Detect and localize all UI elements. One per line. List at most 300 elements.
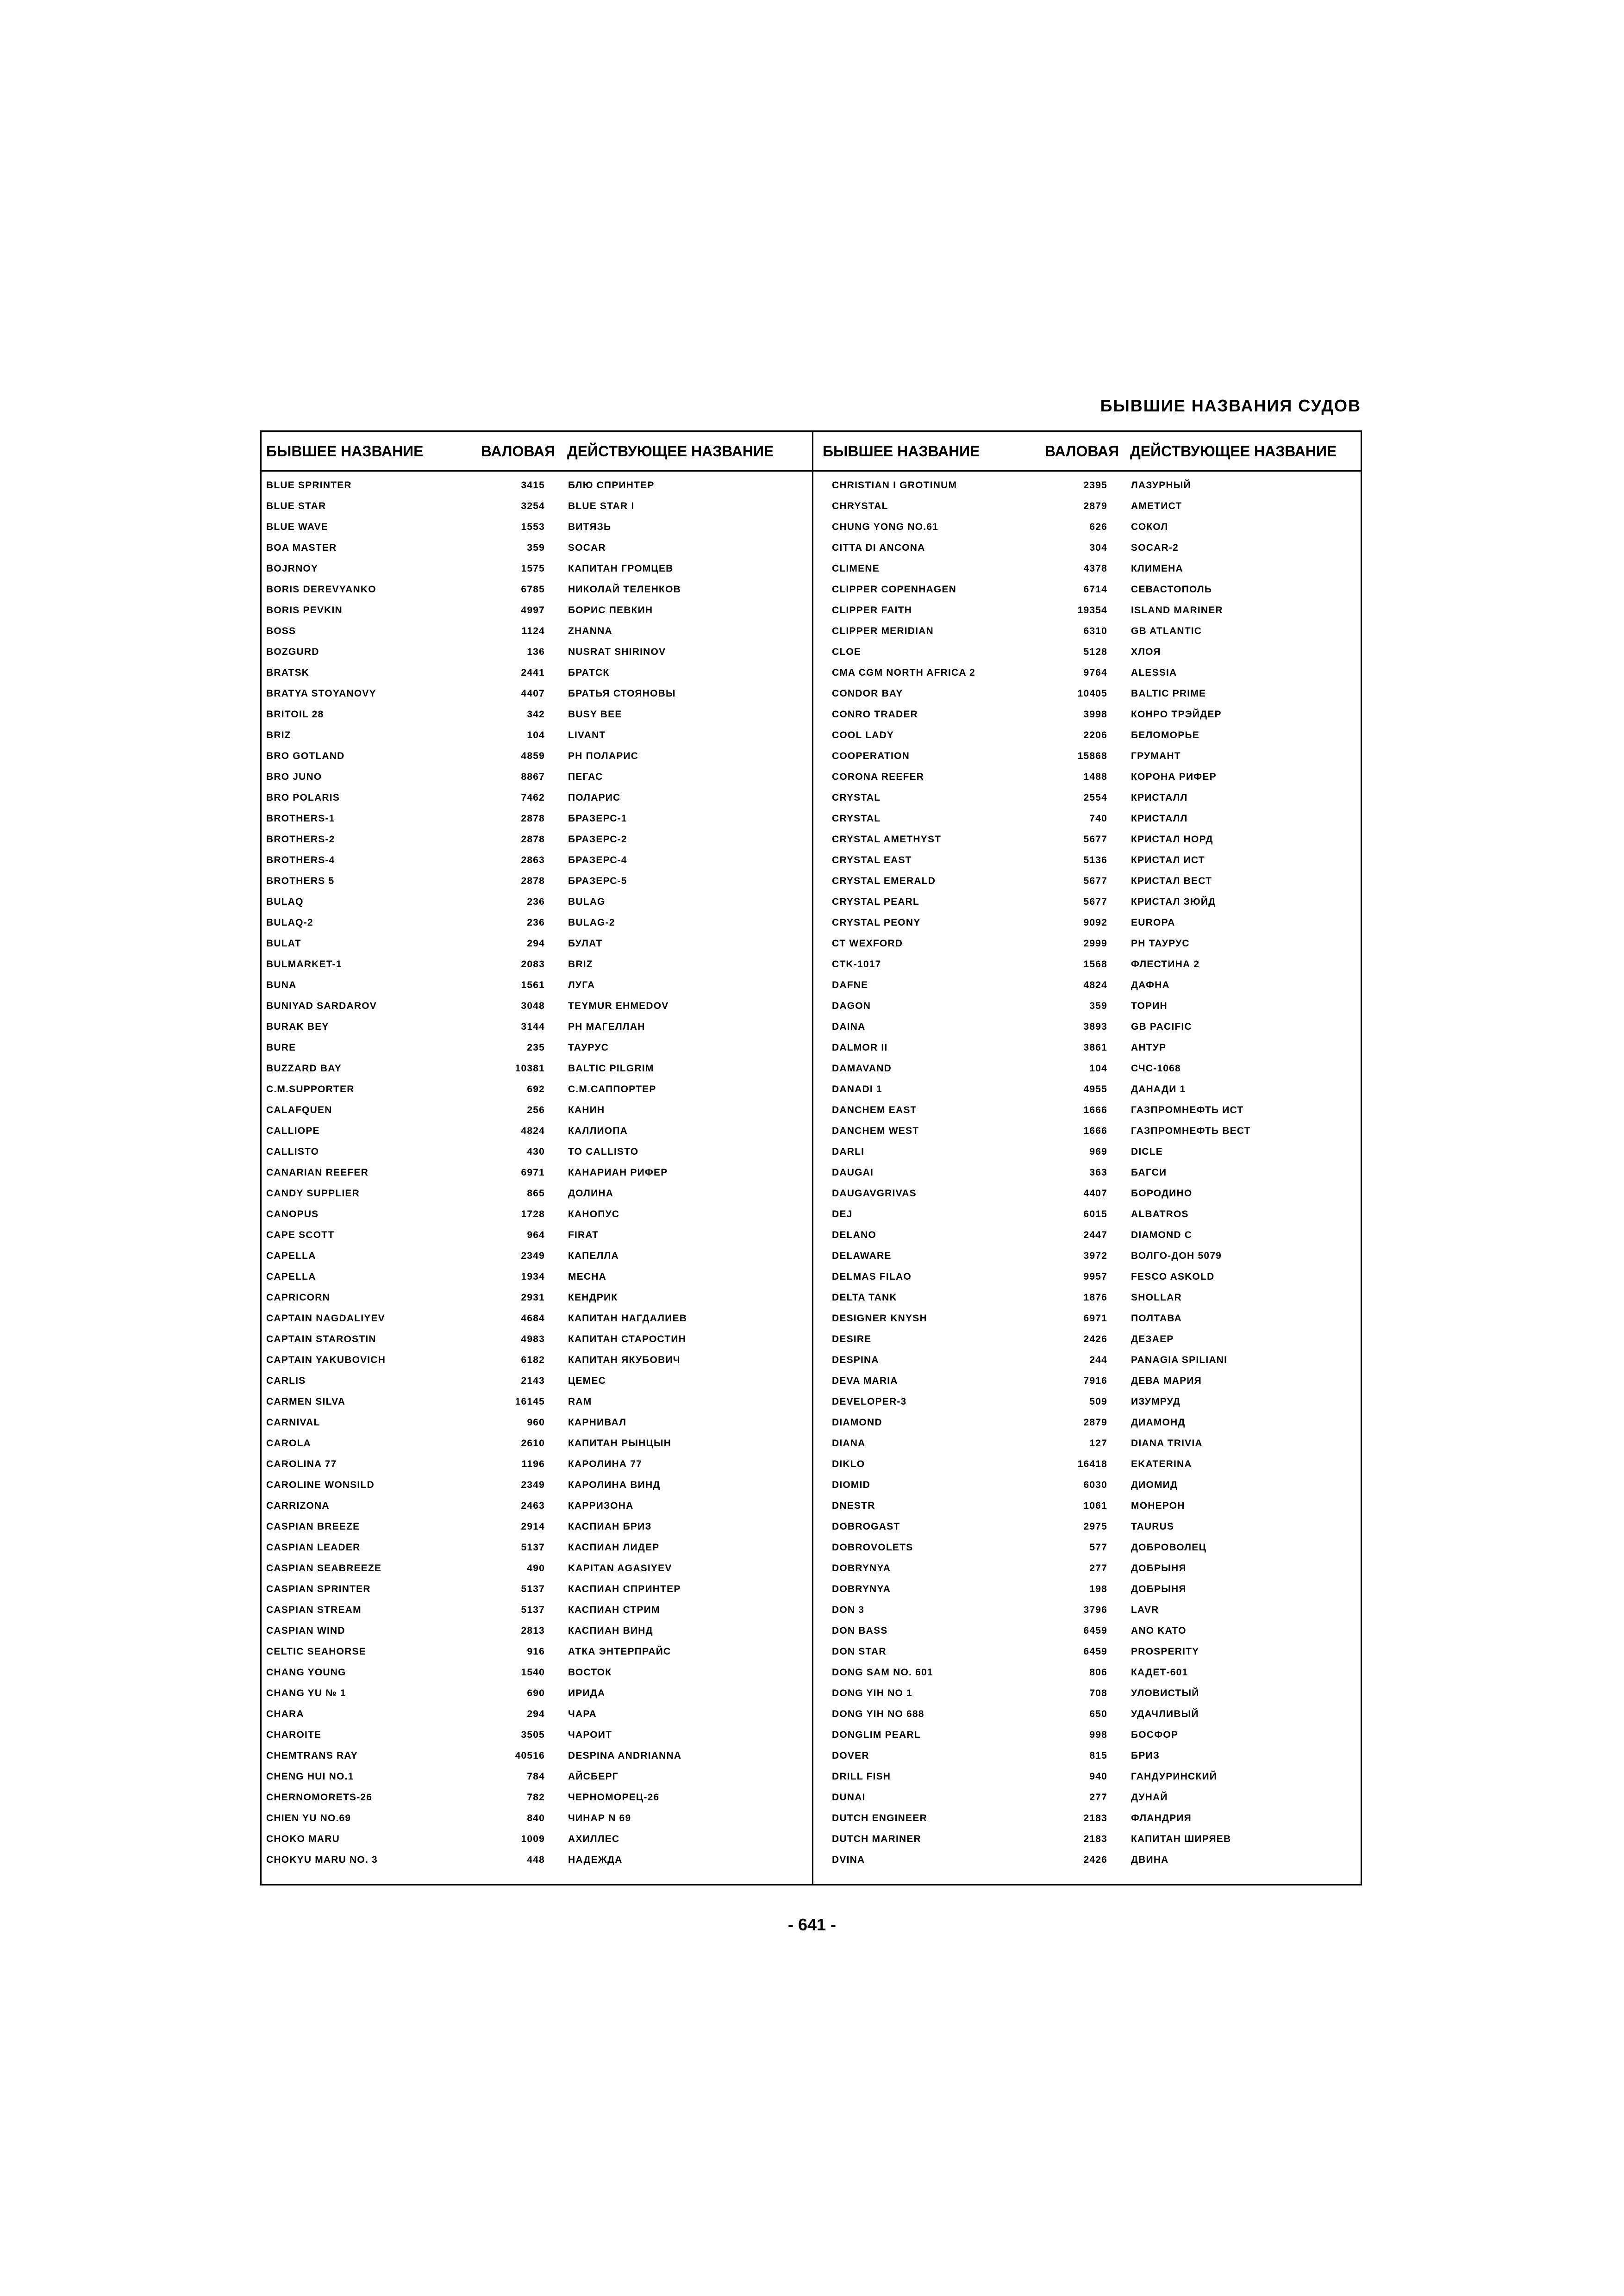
gross-tonnage: 2975 [1083,1521,1107,1532]
table-row [262,1518,811,1538]
table-row [262,1663,811,1684]
current-name: ВОЛГО-ДОН 5079 [1131,1251,1222,1261]
gross-tonnage: 6971 [521,1167,545,1178]
table-row [262,1122,811,1143]
former-name: DESIGNER KNYSH [832,1313,927,1324]
gross-tonnage: 1575 [521,563,545,574]
gross-tonnage: 577 [1089,1542,1107,1553]
former-name: DOBROGAST [832,1521,900,1532]
table-row [813,768,1363,789]
former-name: DANCHEM WEST [832,1126,919,1136]
gross-tonnage: 6459 [1083,1625,1107,1636]
former-name: CAROLINE WONSILD [266,1480,375,1490]
former-name: CTK-1017 [832,959,881,970]
former-name: CANARIAN REEFER [266,1167,369,1178]
gross-tonnage: 3998 [1083,709,1107,720]
table-row [262,1268,811,1288]
current-name: BALTIC PILGRIM [568,1063,654,1074]
former-name: BOA MASTER [266,542,337,553]
former-name: DON BASS [832,1625,888,1636]
former-name: C.M.SUPPORTER [266,1084,355,1095]
table-row [813,1476,1363,1497]
former-name: DOBRYNYA [832,1563,891,1574]
gross-tonnage: 6030 [1083,1480,1107,1490]
current-name: НАДЕЖДА [568,1854,623,1865]
former-name: DONG YIH NO 688 [832,1709,924,1719]
table-row [813,1767,1363,1788]
current-name: ТАУРУС [568,1042,609,1053]
current-name: КАДЕТ-601 [1131,1667,1188,1678]
former-name: DANADI 1 [832,1084,882,1095]
former-name: CLOE [832,647,862,657]
table-row [813,1330,1363,1351]
gross-tonnage: 6015 [1083,1209,1107,1220]
current-name: ДОЛИНА [568,1188,614,1199]
current-name: КАСПИАН ВИНД [568,1625,653,1636]
table-row [813,914,1363,934]
former-name: CMA CGM NORTH AFRICA 2 [832,667,975,678]
gross-tonnage: 7462 [521,792,545,803]
current-name: SOCAR [568,542,606,553]
current-name: FESCO ASKOLD [1131,1271,1215,1282]
former-name: DIKLO [832,1459,865,1469]
table-row [813,872,1363,893]
current-name: BULAG-2 [568,917,615,928]
current-name: КАПИТАН СТАРОСТИН [568,1334,687,1344]
table-row [813,518,1363,539]
former-name: DAUGAI [832,1167,874,1178]
table-row [813,1309,1363,1330]
table-row [813,705,1363,726]
current-name: ALBATROS [1131,1209,1189,1220]
table-row [262,830,811,851]
table-row [813,1580,1363,1601]
tonnage-header: ВАЛОВАЯ [1045,443,1119,460]
former-name: BULAQ-2 [266,917,313,928]
current-name: ДУНАЙ [1131,1792,1168,1803]
current-name: ИРИДА [568,1688,606,1699]
current-name: ЦЕМЕС [568,1375,606,1386]
current-name: МЕСНА [568,1271,606,1282]
current-name: КРИСТАЛ ВЕСТ [1131,876,1212,886]
former-name: CAPELLA [266,1271,316,1282]
current-name: ДОБРЫНЯ [1131,1563,1187,1574]
former-name: DESPINA [832,1355,879,1365]
table-row [813,1247,1363,1268]
former-name: BLUE WAVE [266,522,329,532]
former-name: CALLIOPE [266,1126,320,1136]
current-name: BULAG [568,896,606,907]
gross-tonnage: 6459 [1083,1646,1107,1657]
gross-tonnage: 998 [1089,1730,1107,1740]
former-name: CLIPPER COPENHAGEN [832,584,956,595]
former-name: BOZGURD [266,647,319,657]
former-name: BUNIYAD SARDAROV [266,1001,377,1011]
table-row [262,914,811,934]
gross-tonnage: 4378 [1083,563,1107,574]
former-name: DONG YIH NO 1 [832,1688,912,1699]
table-row [262,1101,811,1122]
current-name: ЧАРОИТ [568,1730,612,1740]
gross-tonnage: 690 [527,1688,545,1699]
gross-tonnage: 4997 [521,605,545,616]
gross-tonnage: 2878 [521,813,545,824]
current-name-header: ДЕЙСТВУЮЩЕЕ НАЗВАНИЕ [1130,443,1337,460]
current-name: EUROPA [1131,917,1175,928]
former-name: BUNA [266,980,297,990]
current-name: КАСПИАН СТРИМ [568,1605,660,1615]
current-name: БЛЮ СПРИНТЕР [568,480,655,491]
gross-tonnage: 2349 [521,1480,545,1490]
table-row [813,1393,1363,1413]
gross-tonnage: 490 [527,1563,545,1574]
former-name: BROTHERS-4 [266,855,335,865]
former-name: CLIMENE [832,563,880,574]
former-name: CAPTAIN NAGDALIYEV [266,1313,385,1324]
current-name: КАРРИЗОНА [568,1500,634,1511]
former-name: CRYSTAL PEONY [832,917,921,928]
current-name: КРИСТАЛ ИСТ [1131,855,1205,865]
gross-tonnage: 4983 [521,1334,545,1344]
gross-tonnage: 6971 [1083,1313,1107,1324]
table-row [813,539,1363,560]
gross-tonnage: 7916 [1083,1375,1107,1386]
current-name: ЧИНАР N 69 [568,1813,631,1823]
gross-tonnage: 277 [1089,1792,1107,1803]
current-name: БРИЗ [1131,1750,1160,1761]
current-name: BUSY BEE [568,709,622,720]
gross-tonnage: 2863 [521,855,545,865]
gross-tonnage: 236 [527,917,545,928]
current-name: КАПИТАН ШИРЯЕВ [1131,1834,1231,1844]
current-name: ГРУМАНТ [1131,751,1181,761]
current-name: BLUE STAR I [568,501,635,511]
current-name: КАПИТАН РЫНЦЫН [568,1438,672,1449]
table-row [262,1684,811,1705]
gross-tonnage: 840 [527,1813,545,1823]
table-row [262,1476,811,1497]
current-name: DIANA TRIVIA [1131,1438,1203,1449]
table-row [262,1601,811,1622]
table-row [813,1747,1363,1767]
table-row [262,1143,811,1164]
table-row [262,622,811,643]
former-name: CASPIAN LEADER [266,1542,361,1553]
table-row [262,580,811,601]
former-name: CASPIAN STREAM [266,1605,362,1615]
table-row [262,1830,811,1851]
table-row [262,1643,811,1663]
gross-tonnage: 9092 [1083,917,1107,928]
former-name: CT WEXFORD [832,938,903,949]
former-name: CITTA DI ANCONA [832,542,925,553]
gross-tonnage: 940 [1089,1771,1107,1782]
table-row [813,955,1363,976]
gross-tonnage: 1934 [521,1271,545,1282]
table-row [262,1747,811,1767]
gross-tonnage: 509 [1089,1396,1107,1407]
table-row [813,1851,1363,1872]
current-name: FIRAT [568,1230,599,1240]
gross-tonnage: 5137 [521,1584,545,1594]
table-row [813,997,1363,1018]
table-row [813,643,1363,664]
current-name: DICLE [1131,1146,1163,1157]
gross-tonnage: 294 [527,938,545,949]
table-row [262,601,811,622]
table-row [813,1726,1363,1747]
current-name: ТОРИН [1131,1001,1168,1011]
current-name: LIVANT [568,730,606,740]
former-name: CHRISTIAN I GROTINUM [832,480,957,491]
gross-tonnage: 5137 [521,1542,545,1553]
table-row [262,1580,811,1601]
gross-tonnage: 4684 [521,1313,545,1324]
gross-tonnage: 3048 [521,1001,545,1011]
current-name: КАПИТАН ГРОМЦЕВ [568,563,674,574]
gross-tonnage: 2999 [1083,938,1107,949]
table-row [262,789,811,809]
table-row [262,1309,811,1330]
gross-tonnage: 1666 [1083,1105,1107,1115]
former-name: BULAT [266,938,301,949]
current-name: ФЛАНДРИЯ [1131,1813,1192,1823]
gross-tonnage: 9957 [1083,1271,1107,1282]
table-row [813,893,1363,914]
current-name: АХИЛЛЕС [568,1834,620,1844]
gross-tonnage: 2463 [521,1500,545,1511]
current-name: ИЗУМРУД [1131,1396,1181,1407]
former-name: BRITOIL 28 [266,709,324,720]
current-name: КАРНИВАЛ [568,1417,627,1428]
gross-tonnage: 244 [1089,1355,1107,1365]
gross-tonnage: 40516 [515,1750,545,1761]
table-row [262,747,811,768]
current-name: КАСПИАН СПРИНТЕР [568,1584,681,1594]
former-name: CAROLA [266,1438,312,1449]
table-row [262,1039,811,1059]
current-name: КАНИН [568,1105,605,1115]
gross-tonnage: 865 [527,1188,545,1199]
gross-tonnage: 236 [527,896,545,907]
current-name: ДАФНА [1131,980,1170,990]
gross-tonnage: 6182 [521,1355,545,1365]
current-name: ДОБРЫНЯ [1131,1584,1187,1594]
gross-tonnage: 363 [1089,1167,1107,1178]
gross-tonnage: 916 [527,1646,545,1657]
gross-tonnage: 1009 [521,1834,545,1844]
former-name: BOSS [266,626,296,636]
current-name: ФЛЕСТИНА 2 [1131,959,1200,970]
gross-tonnage: 4407 [521,688,545,699]
table-row [262,1288,811,1309]
gross-tonnage: 964 [527,1230,545,1240]
former-name: DOVER [832,1750,869,1761]
gross-tonnage: 960 [527,1417,545,1428]
page-number: - 641 - [787,1915,837,1934]
former-name: CLIPPER MERIDIAN [832,626,934,636]
gross-tonnage: 1553 [521,522,545,532]
left-table-column [262,432,811,1884]
table-row [262,1205,811,1226]
table-row [262,1705,811,1726]
table-row [262,1226,811,1247]
gross-tonnage: 2813 [521,1625,545,1636]
table-row [262,1393,811,1413]
current-name: RAM [568,1396,592,1407]
table-row [262,1767,811,1788]
table-row [262,1184,811,1205]
current-name: УДАЧЛИВЫЙ [1131,1709,1199,1719]
table-row [813,1018,1363,1039]
former-name: DON 3 [832,1605,865,1615]
gross-tonnage: 15868 [1077,751,1107,761]
table-row [813,1288,1363,1309]
gross-tonnage: 1540 [521,1667,545,1678]
former-name: CAROLINA 77 [266,1459,337,1469]
table-row [813,726,1363,747]
table-row [813,1059,1363,1080]
current-name: DESPINA ANDRIANNA [568,1750,682,1761]
former-name: CAPTAIN STAROSTIN [266,1334,376,1344]
current-name: ЛУГА [568,980,595,990]
gross-tonnage: 198 [1089,1584,1107,1594]
gross-tonnage: 2426 [1083,1854,1107,1865]
current-name: АТКА ЭНТЕРПРАЙС [568,1646,671,1657]
table-row [262,539,811,560]
former-name: CAPTAIN YAKUBOVICH [266,1355,386,1365]
former-name: CRYSTAL EMERALD [832,876,936,886]
table-row [813,601,1363,622]
former-name: CASPIAN WIND [266,1625,345,1636]
gross-tonnage: 782 [527,1792,545,1803]
former-name: BULMARKET-1 [266,959,342,970]
former-name: DELMAS FILAO [832,1271,912,1282]
gross-tonnage: 235 [527,1042,545,1053]
former-name: CRYSTAL [832,792,881,803]
gross-tonnage: 3415 [521,480,545,491]
current-name: КАРОЛИНА ВИНД [568,1480,661,1490]
gross-tonnage: 4955 [1083,1084,1107,1095]
gross-tonnage: 304 [1089,542,1107,553]
table-row [262,1080,811,1101]
current-name: СОКОЛ [1131,522,1168,532]
gross-tonnage: 2183 [1083,1813,1107,1823]
former-name: CHOKYU MARU NO. 3 [266,1854,378,1865]
table-row [262,1018,811,1039]
gross-tonnage: 2083 [521,959,545,970]
gross-tonnage: 2878 [521,876,545,886]
gross-tonnage: 2879 [1083,1417,1107,1428]
gross-tonnage: 5677 [1083,876,1107,886]
current-name: КРИСТАЛ НОРД [1131,834,1213,845]
current-name: БАГСИ [1131,1167,1167,1178]
table-row [813,1538,1363,1559]
former-name: BOJRNOY [266,563,319,574]
gross-tonnage: 9764 [1083,667,1107,678]
table-row [262,768,811,789]
current-name: ДВИНА [1131,1854,1169,1865]
table-row [262,1455,811,1476]
current-name: PROSPERITY [1131,1646,1199,1657]
gross-tonnage: 430 [527,1146,545,1157]
gross-tonnage: 2610 [521,1438,545,1449]
current-name: БРАЗЕРС-5 [568,876,627,886]
former-name: DIAMOND [832,1417,882,1428]
table-row [813,1413,1363,1434]
former-name: DUTCH ENGINEER [832,1813,927,1823]
current-name: ДАНАДИ 1 [1131,1084,1186,1095]
gross-tonnage: 4859 [521,751,545,761]
table-row [262,955,811,976]
former-name: CHOKO MARU [266,1834,340,1844]
current-name: ALESSIA [1131,667,1177,678]
former-name: DELANO [832,1230,876,1240]
table-row [262,476,811,497]
current-name: КЛИМЕНА [1131,563,1183,574]
former-name: DONGLIM PEARL [832,1730,921,1740]
former-name: DAUGAVGRIVAS [832,1188,917,1199]
table-row [262,1413,811,1434]
current-name: КАНОПУС [568,1209,620,1220]
table-row [813,789,1363,809]
table-row [813,747,1363,768]
former-name: DUNAI [832,1792,866,1803]
table-row [813,1643,1363,1663]
former-name: DAINA [832,1021,866,1032]
current-name: ДИОМИД [1131,1480,1178,1490]
header-rule [262,470,1361,472]
table-row [813,1268,1363,1288]
current-name: TAURUS [1131,1521,1174,1532]
table-row [813,1143,1363,1164]
table-row [262,1247,811,1268]
table-row [813,684,1363,705]
table-row [262,934,811,955]
current-name: СЕВАСТОПОЛЬ [1131,584,1212,595]
gross-tonnage: 1728 [521,1209,545,1220]
current-name: КРИСТАЛЛ [1131,792,1188,803]
former-name: BLUE STAR [266,501,326,511]
gross-tonnage: 104 [527,730,545,740]
former-name: DALMOR II [832,1042,888,1053]
former-name: BURE [266,1042,296,1053]
current-name: АМЕТИСТ [1131,501,1182,511]
table-row [813,1080,1363,1101]
table-row [813,497,1363,518]
former-name: CHENG HUI NO.1 [266,1771,354,1782]
current-name: КОРОНА РИФЕР [1131,772,1217,782]
gross-tonnage: 294 [527,1709,545,1719]
former-name: DVINA [832,1854,865,1865]
current-name: КРИСТАЛ ЗЮЙД [1131,896,1216,907]
current-name: КОНРО ТРЭЙДЕР [1131,709,1222,720]
former-name: BRO GOTLAND [266,751,345,761]
former-name: BRIZ [266,730,291,740]
table-row [813,1351,1363,1372]
former-name: DESIRE [832,1334,872,1344]
current-name: ГАНДУРИНСКИЙ [1131,1771,1218,1782]
former-name: CAPELLA [266,1251,316,1261]
current-name: С.М.САППОРТЕР [568,1084,656,1095]
current-name: КАРОЛИНА 77 [568,1459,643,1469]
former-name: BULAQ [266,896,304,907]
current-name: УЛОВИСТЫЙ [1131,1688,1199,1699]
former-name: COOPERATION [832,751,910,761]
former-name: BROTHERS-2 [266,834,335,845]
former-name: CAPE SCOTT [266,1230,335,1240]
gross-tonnage: 2441 [521,667,545,678]
